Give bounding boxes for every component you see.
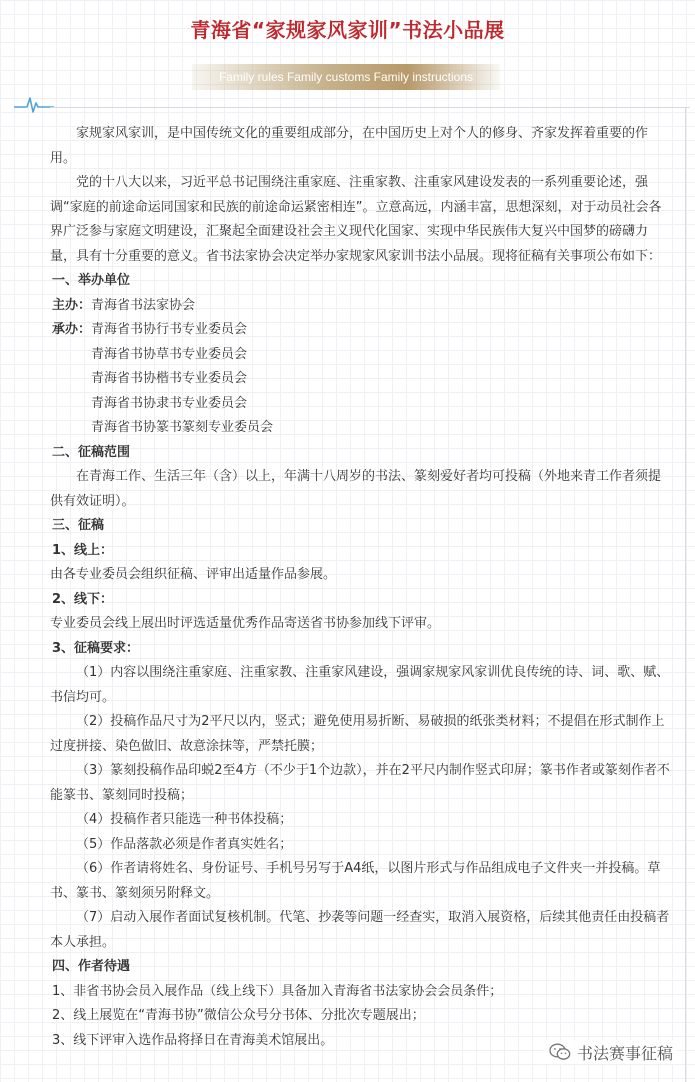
subsection-heading: 1、线上：	[52, 542, 114, 558]
section-heading: 三、征稿	[52, 518, 105, 533]
host-label: 主办：	[52, 297, 92, 313]
watermark-text: 书法赛事征稿	[576, 1043, 673, 1063]
heartbeat-icon	[14, 94, 54, 114]
page-subtitle: Family rules Family customs Family instructions	[192, 64, 500, 90]
organizer-label: 承办：	[52, 322, 92, 337]
organizer-name: 青海省书协隶书专业委员会	[91, 395, 248, 411]
subsection-heading: 2、线下：	[52, 591, 114, 607]
organizer-name: 青海省书协篆书篆刻专业委员会	[91, 420, 274, 435]
page-title: 青海省“家规家风家训”书法小品展	[190, 18, 505, 42]
online-paragraph: 由各专业委员会组织征稿、评审出适量作品参展。	[50, 567, 337, 582]
organizer-line	[50, 318, 670, 343]
frame-right-line	[685, 107, 686, 1082]
section-heading: 一、举办单位	[52, 273, 131, 288]
intro-paragraph: 家规家风家训，是中国传统文化的重要组成部分，在中国历史上对个人的修身、齐家发挥着重要的作用。	[50, 126, 649, 166]
offline-paragraph: 专业委员会线上展出时评选适量优秀作品寄送省书协参加线下评审。	[50, 616, 441, 631]
requirement-item: （3）篆刻投稿作品印蜕2至4方（不少于1个边款），并在2平尺内制作竖式印屏；篆书作者或篆刻作者不能篆书、篆刻同时投稿；	[50, 763, 670, 803]
account-watermark	[545, 1040, 677, 1064]
subsection-heading: 3、征稿要求：	[52, 640, 140, 656]
host-line	[50, 294, 670, 319]
host-name: 青海省书法家协会	[91, 297, 196, 313]
requirement-item: （7）启动入展作者面试复核机制。代笔、抄袭等问题一经查实，取消入展资格，后续其他责任由投稿者本人承担。	[50, 910, 670, 950]
organizer-name: 青海省书协楷书专业委员会	[91, 371, 248, 386]
organizer-name: 青海省书协草书专业委员会	[91, 346, 248, 362]
benefit-item: 2、线上展览在“青海书协”微信公众号分书体、分批次专题展出；	[52, 1008, 425, 1023]
benefit-item: 3、线下评审入选作品将择日在青海美术馆展出。	[52, 1032, 334, 1048]
requirement-item: （6）作者请将姓名、身份证号、手机号另写于A4纸，以图片形式与作品组成电子文件夹一并投稿。草书、篆书、篆刻须另附释文。	[50, 861, 661, 901]
intro-paragraph: 党的十八大以来，习近平总书记围绕注重家庭、注重家教、注重家风建设发表的一系列重要论述，强调“家庭的前途命运同国家和民族的前途命运紧密相连”。立意高远，内涵丰富，思想深刻，对于动员社会各界广泛参与家庭文明建设，汇聚起全面建设社会主义现代化国家、实现中华民族伟大复兴中国梦的磅礴力量，具有十分重要的意义。省书法家协会决定举办家规家风家训书法小品展。现将征稿有关事项公布如下：	[50, 175, 662, 264]
requirement-item: （2）投稿作品尺寸为2平尺以内，竖式；避免使用易折断、易破损的纸张类材料；不提倡在形式制作上过度拼接、染色做旧、故意涂抹等，严禁托膜；	[50, 714, 665, 754]
benefit-item: 1、非省书协会员入展作品（线上线下）具备加入青海省书法家协会会员条件；	[52, 983, 503, 999]
organizer-name: 青海省书协行书专业委员会	[91, 322, 248, 337]
article-body	[50, 122, 670, 1053]
requirement-item: （1）内容以围绕注重家庭、注重家教、注重家风建设，强调家规家风家训优良传统的诗、词、歌、赋、书信均可。	[50, 665, 670, 705]
eligibility-paragraph: 在青海工作、生活三年（含）以上，年满十八周岁的书法、篆刻爱好者均可投稿（外地来青工作者须提供有效证明）。	[50, 469, 662, 509]
section-heading: 二、征稿范围	[52, 444, 131, 460]
requirement-item: （5）作品落款必须是作者真实姓名；	[76, 836, 293, 852]
frame-top-line	[50, 107, 690, 108]
wechat-icon	[549, 1043, 571, 1061]
section-heading: 四、作者待遇	[52, 959, 131, 974]
requirement-item: （4）投稿作者只能选一种书体投稿；	[76, 812, 293, 827]
